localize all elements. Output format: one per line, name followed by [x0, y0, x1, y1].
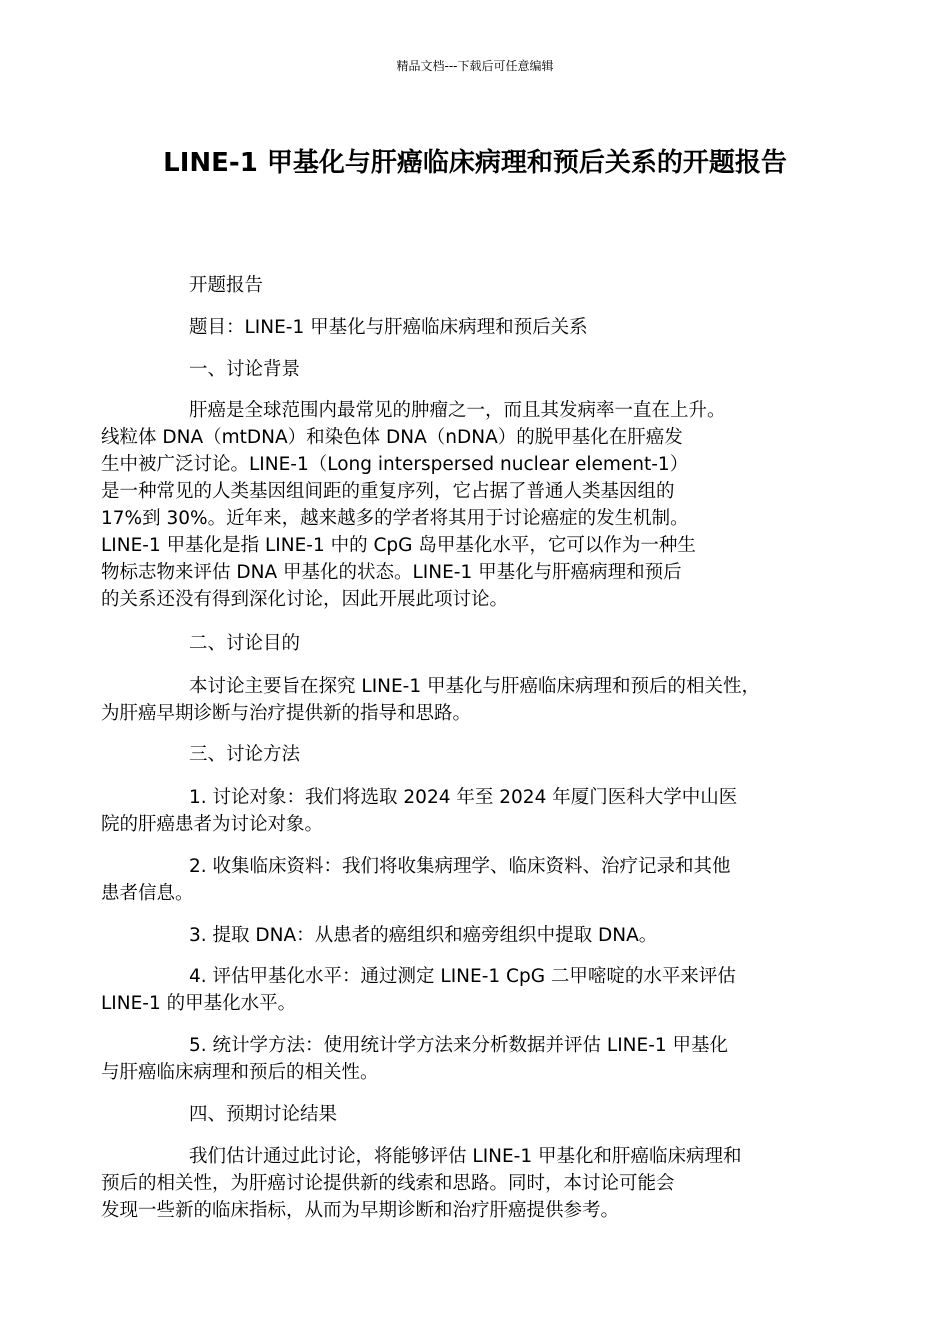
purpose-paragraph — [101, 673, 810, 727]
section-heading-purpose: 二、讨论目的 — [189, 633, 301, 654]
paragraph-line: LINE-1 的甲基化水平。 — [101, 993, 297, 1014]
paragraph-line: 的关系还没有得到深化讨论，因此开展此项讨论。 — [101, 589, 509, 610]
paragraph-line: LINE-1 甲基化是指 LINE-1 中的 CpG 岛甲基化水平，它可以作为一种生 — [101, 535, 696, 556]
report-topic: 题目：LINE-1 甲基化与肝癌临床病理和预后关系 — [189, 317, 588, 338]
paragraph-line: 患者信息。 — [101, 883, 194, 904]
section-heading-background: 一、讨论背景 — [189, 359, 301, 380]
header-note: 精品文档---下载后可任意编辑 — [396, 59, 554, 73]
paragraph-line: 我们估计通过此讨论，将能够评估 LINE-1 甲基化和肝癌临床病理和 — [189, 1146, 742, 1167]
method-item-1 — [101, 784, 810, 838]
section-heading-expected: 四、预期讨论结果 — [189, 1104, 338, 1125]
paragraph-line: 是一种常见的人类基因组间距的重复序列，它占据了普通人类基因组的 — [101, 481, 675, 502]
paragraph-line: 生中被广泛讨论。LINE-1（Long interspersed nuclear element-1） — [101, 454, 689, 475]
paragraph-line: 本讨论主要旨在探究 LINE-1 甲基化与肝癌临床病理和预后的相关性， — [189, 676, 761, 697]
method-item-2 — [101, 853, 810, 907]
paragraph-line: 1. 讨论对象：我们将选取 2024 年至 2024 年厦门医科大学中山医 — [189, 787, 738, 808]
section-heading-method: 三、讨论方法 — [189, 744, 301, 765]
paragraph-line: 17%到 30%。近年来，越来越多的学者将其用于讨论癌症的发生机制。 — [101, 508, 689, 529]
paragraph-line: 与肝癌临床病理和预后的相关性。 — [101, 1062, 379, 1083]
paragraph-line: 院的肝癌患者为讨论对象。 — [101, 814, 324, 835]
method-item-5 — [101, 1032, 810, 1086]
paragraph-line: 物标志物来评估 DNA 甲基化的状态。LINE-1 甲基化与肝癌病理和预后 — [101, 562, 682, 583]
paragraph-line: 肝癌是全球范围内最常见的肿瘤之一，而且其发病率一直在上升。 — [189, 400, 726, 421]
report-label: 开题报告 — [189, 275, 264, 296]
paragraph-line: 5. 统计学方法：使用统计学方法来分析数据并评估 LINE-1 甲基化 — [189, 1035, 729, 1056]
method-item-4 — [101, 963, 810, 1017]
document-title: LINE-1 甲基化与肝癌临床病理和预后关系的开题报告 — [163, 148, 787, 178]
paragraph-line: 为肝癌早期诊断与治疗提供新的指导和思路。 — [101, 703, 472, 724]
method-item-3: 3. 提取 DNA：从患者的癌组织和癌旁组织中提取 DNA。 — [189, 925, 658, 946]
paragraph-line: 4. 评估甲基化水平：通过测定 LINE-1 CpG 二甲嘧啶的水平来评估 — [189, 966, 736, 987]
background-paragraph — [101, 397, 810, 613]
paragraph-line: 线粒体 DNA（mtDNA）和染色体 DNA（nDNA）的脱甲基化在肝癌发 — [101, 427, 683, 448]
expected-results-paragraph — [101, 1143, 810, 1224]
paragraph-line: 发现一些新的临床指标，从而为早期诊断和治疗肝癌提供参考。 — [101, 1200, 620, 1221]
paragraph-line: 2. 收集临床资料：我们将收集病理学、临床资料、治疗记录和其他 — [189, 856, 731, 877]
paragraph-line: 预后的相关性，为肝癌讨论提供新的线索和思路。同时，本讨论可能会 — [101, 1173, 675, 1194]
